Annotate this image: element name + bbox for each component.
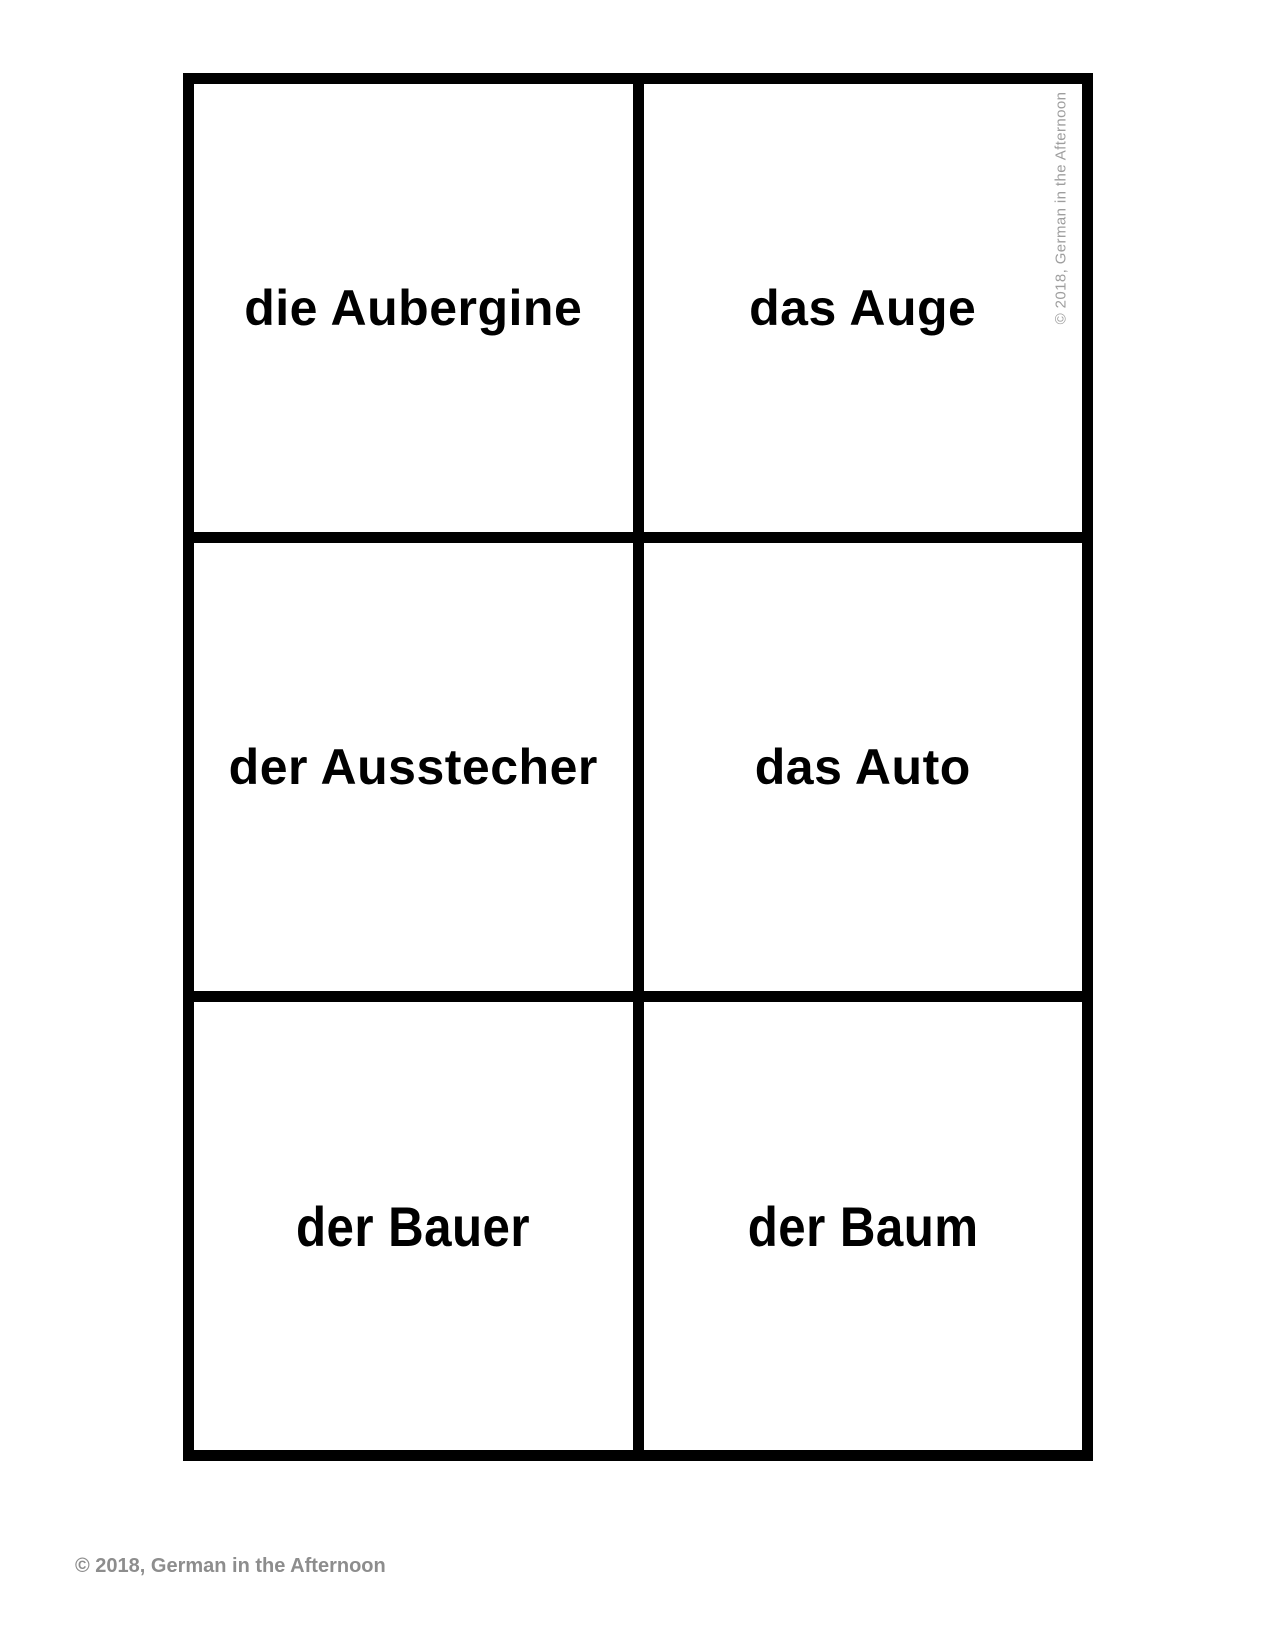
flashcard-word: das Auto bbox=[754, 739, 971, 795]
flashcard bbox=[644, 1002, 1083, 1450]
copyright-watermark-vertical: © 2018, German in the Afternoon bbox=[1052, 91, 1070, 325]
flashcard bbox=[644, 543, 1083, 991]
flashcard bbox=[194, 84, 633, 532]
flashcard bbox=[194, 1002, 633, 1450]
flashcard-word: der Bauer bbox=[296, 1194, 531, 1258]
flashcard-word: der Ausstecher bbox=[228, 739, 598, 795]
flashcard bbox=[644, 84, 1083, 532]
flashcard-word: das Auge bbox=[749, 280, 977, 336]
flashcard-grid bbox=[183, 73, 1093, 1461]
flashcard-word: die Aubergine bbox=[244, 280, 583, 336]
flashcard bbox=[194, 543, 633, 991]
flashcard-word: der Baum bbox=[747, 1194, 979, 1258]
copyright-footer: © 2018, German in the Afternoon bbox=[75, 1555, 386, 1577]
